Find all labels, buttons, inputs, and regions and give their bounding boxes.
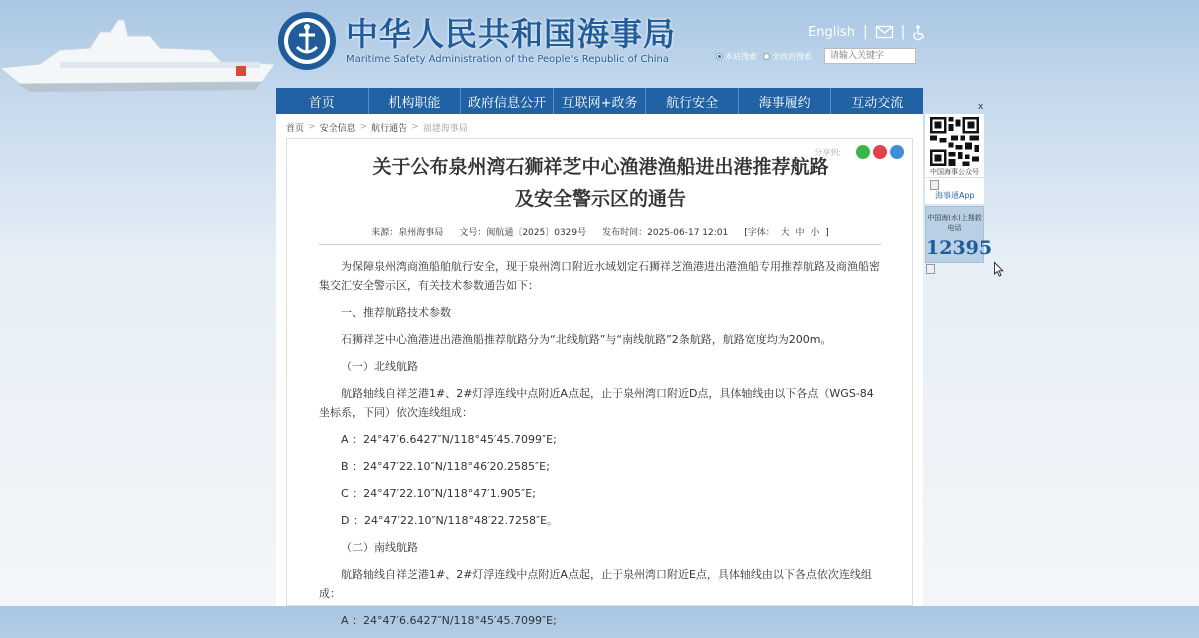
qr-caption: 中国海事公众号 bbox=[930, 168, 979, 176]
breadcrumb bbox=[276, 114, 923, 140]
article-paragraph: 航路轴线自祥芝港1#、2#灯浮连线中点附近A点起，止于泉州湾口附近D点，具体轴线由以下各点（WGS-84坐标系，下同）依次连线组成： bbox=[319, 387, 874, 419]
nav-item-home[interactable]: 首页 bbox=[276, 88, 369, 114]
divider: | bbox=[900, 24, 906, 40]
article-paragraph: A ：24°47′6.6427″N/118°45′45.7099″E; bbox=[341, 614, 557, 627]
breadcrumb-separator: > bbox=[308, 122, 316, 132]
article-body bbox=[319, 257, 881, 638]
article-source: 来源：泉州海事局 bbox=[371, 228, 444, 238]
article-paragraph: 为保障泉州湾商渔船舶航行安全，现于泉州湾口附近水域划定石狮祥芝渔港进出港渔船专用推荐航路及商渔船密集交汇安全警示区，有关技术参数通告如下： bbox=[319, 260, 880, 292]
hotline-text: 中国海(水)上搜救电话 bbox=[927, 214, 982, 232]
breadcrumb-notices[interactable]: 航行通告 bbox=[371, 123, 408, 134]
nav-item-gov-info[interactable]: 政府信息公开 bbox=[461, 88, 554, 114]
share-label: 分享到: bbox=[814, 147, 841, 157]
article-date: 发布时间：2025-06-17 12:01 bbox=[602, 228, 729, 238]
breadcrumb-home[interactable]: 首页 bbox=[286, 123, 305, 134]
top-links bbox=[808, 22, 925, 42]
article-paragraph: A ：24°47′6.6427″N/118°45′45.7099″E; bbox=[341, 433, 557, 446]
nav-item-functions[interactable]: 机构职能 bbox=[369, 88, 462, 114]
broken-image-icon bbox=[926, 264, 935, 274]
article-paragraph: 石狮祥芝中心渔港进出港渔船推荐航路分为“北线航路”与“南线航路”2条航路，航路宽度均为200m。 bbox=[341, 333, 832, 346]
close-floating-button[interactable]: x bbox=[978, 102, 984, 112]
breadcrumb-current: 福建海事局 bbox=[422, 123, 468, 134]
article-panel bbox=[286, 138, 913, 627]
site-logo-subtitle: Maritime Safety Administration of the People's Republic of China bbox=[346, 54, 670, 65]
app-link-label: 海事通App bbox=[935, 191, 975, 200]
divider: | bbox=[862, 24, 868, 40]
english-link[interactable]: English bbox=[808, 24, 855, 40]
app-download-widget[interactable] bbox=[925, 178, 984, 204]
radio-selected-icon bbox=[716, 53, 723, 60]
search-input[interactable] bbox=[824, 48, 916, 64]
hotline-number: 12395 bbox=[926, 237, 993, 259]
nav-item-nav-safety[interactable]: 航行安全 bbox=[646, 88, 739, 114]
qr-code-image bbox=[930, 117, 979, 166]
main-nav bbox=[276, 88, 923, 114]
breadcrumb-separator: > bbox=[359, 122, 368, 132]
rescue-hotline-banner[interactable] bbox=[925, 206, 993, 263]
article-paragraph: C ：24°47′22.10″N/118°47′1.905″E; bbox=[341, 487, 536, 500]
nav-item-compliance[interactable]: 海事履约 bbox=[739, 88, 832, 114]
nav-item-internet-gov[interactable]: 互联网+政务 bbox=[554, 88, 647, 114]
article-paragraph: D ：24°47′22.10″N/118°48′22.7258″E。 bbox=[341, 514, 559, 527]
ship-banner-image bbox=[0, 10, 300, 95]
article-paragraph: B ：24°47′22.10″N/118°46′20.2585″E; bbox=[341, 460, 550, 473]
radio-icon bbox=[763, 53, 770, 60]
article-meta bbox=[319, 225, 881, 245]
font-size-control[interactable]: [字体： 大 中 小 ] bbox=[744, 228, 829, 238]
site-header bbox=[0, 0, 1199, 88]
mouse-cursor-icon bbox=[994, 262, 1004, 277]
article-paragraph: 一、推荐航路技术参数 bbox=[341, 306, 451, 319]
article-title: 关于公布泉州湾石狮祥芝中心渔港渔船进出港推荐航路 及安全警示区的通告 bbox=[372, 156, 829, 210]
accessibility-icon[interactable] bbox=[913, 25, 925, 40]
broken-image-icon bbox=[930, 180, 939, 190]
article-paragraph: 航路轴线自祥芝港1#、2#灯浮连线中点附近A点起，止于泉州湾口附近E点，具体轴线由以下各点依次连线组成： bbox=[319, 568, 872, 600]
gov-search-radio[interactable]: 全政府搜索 bbox=[763, 51, 812, 62]
article-paragraph: （一）北线航路 bbox=[341, 360, 418, 373]
site-logo-title[interactable]: 中华人民共和国海事局 bbox=[346, 15, 677, 53]
mail-icon[interactable] bbox=[876, 26, 893, 38]
msa-emblem-icon[interactable] bbox=[277, 11, 337, 71]
article-doc-number: 文号：闽航通〔2025〕0329号 bbox=[459, 228, 587, 238]
site-search-radio[interactable]: 本站搜索 bbox=[716, 51, 757, 62]
nav-item-interaction[interactable]: 互动交流 bbox=[851, 95, 904, 111]
breadcrumb-separator: > bbox=[411, 122, 419, 132]
breadcrumb-safety-info[interactable]: 安全信息 bbox=[319, 123, 356, 134]
search-bar bbox=[716, 47, 916, 65]
qr-code-widget[interactable] bbox=[925, 114, 984, 177]
article-paragraph: （二）南线航路 bbox=[341, 541, 418, 554]
